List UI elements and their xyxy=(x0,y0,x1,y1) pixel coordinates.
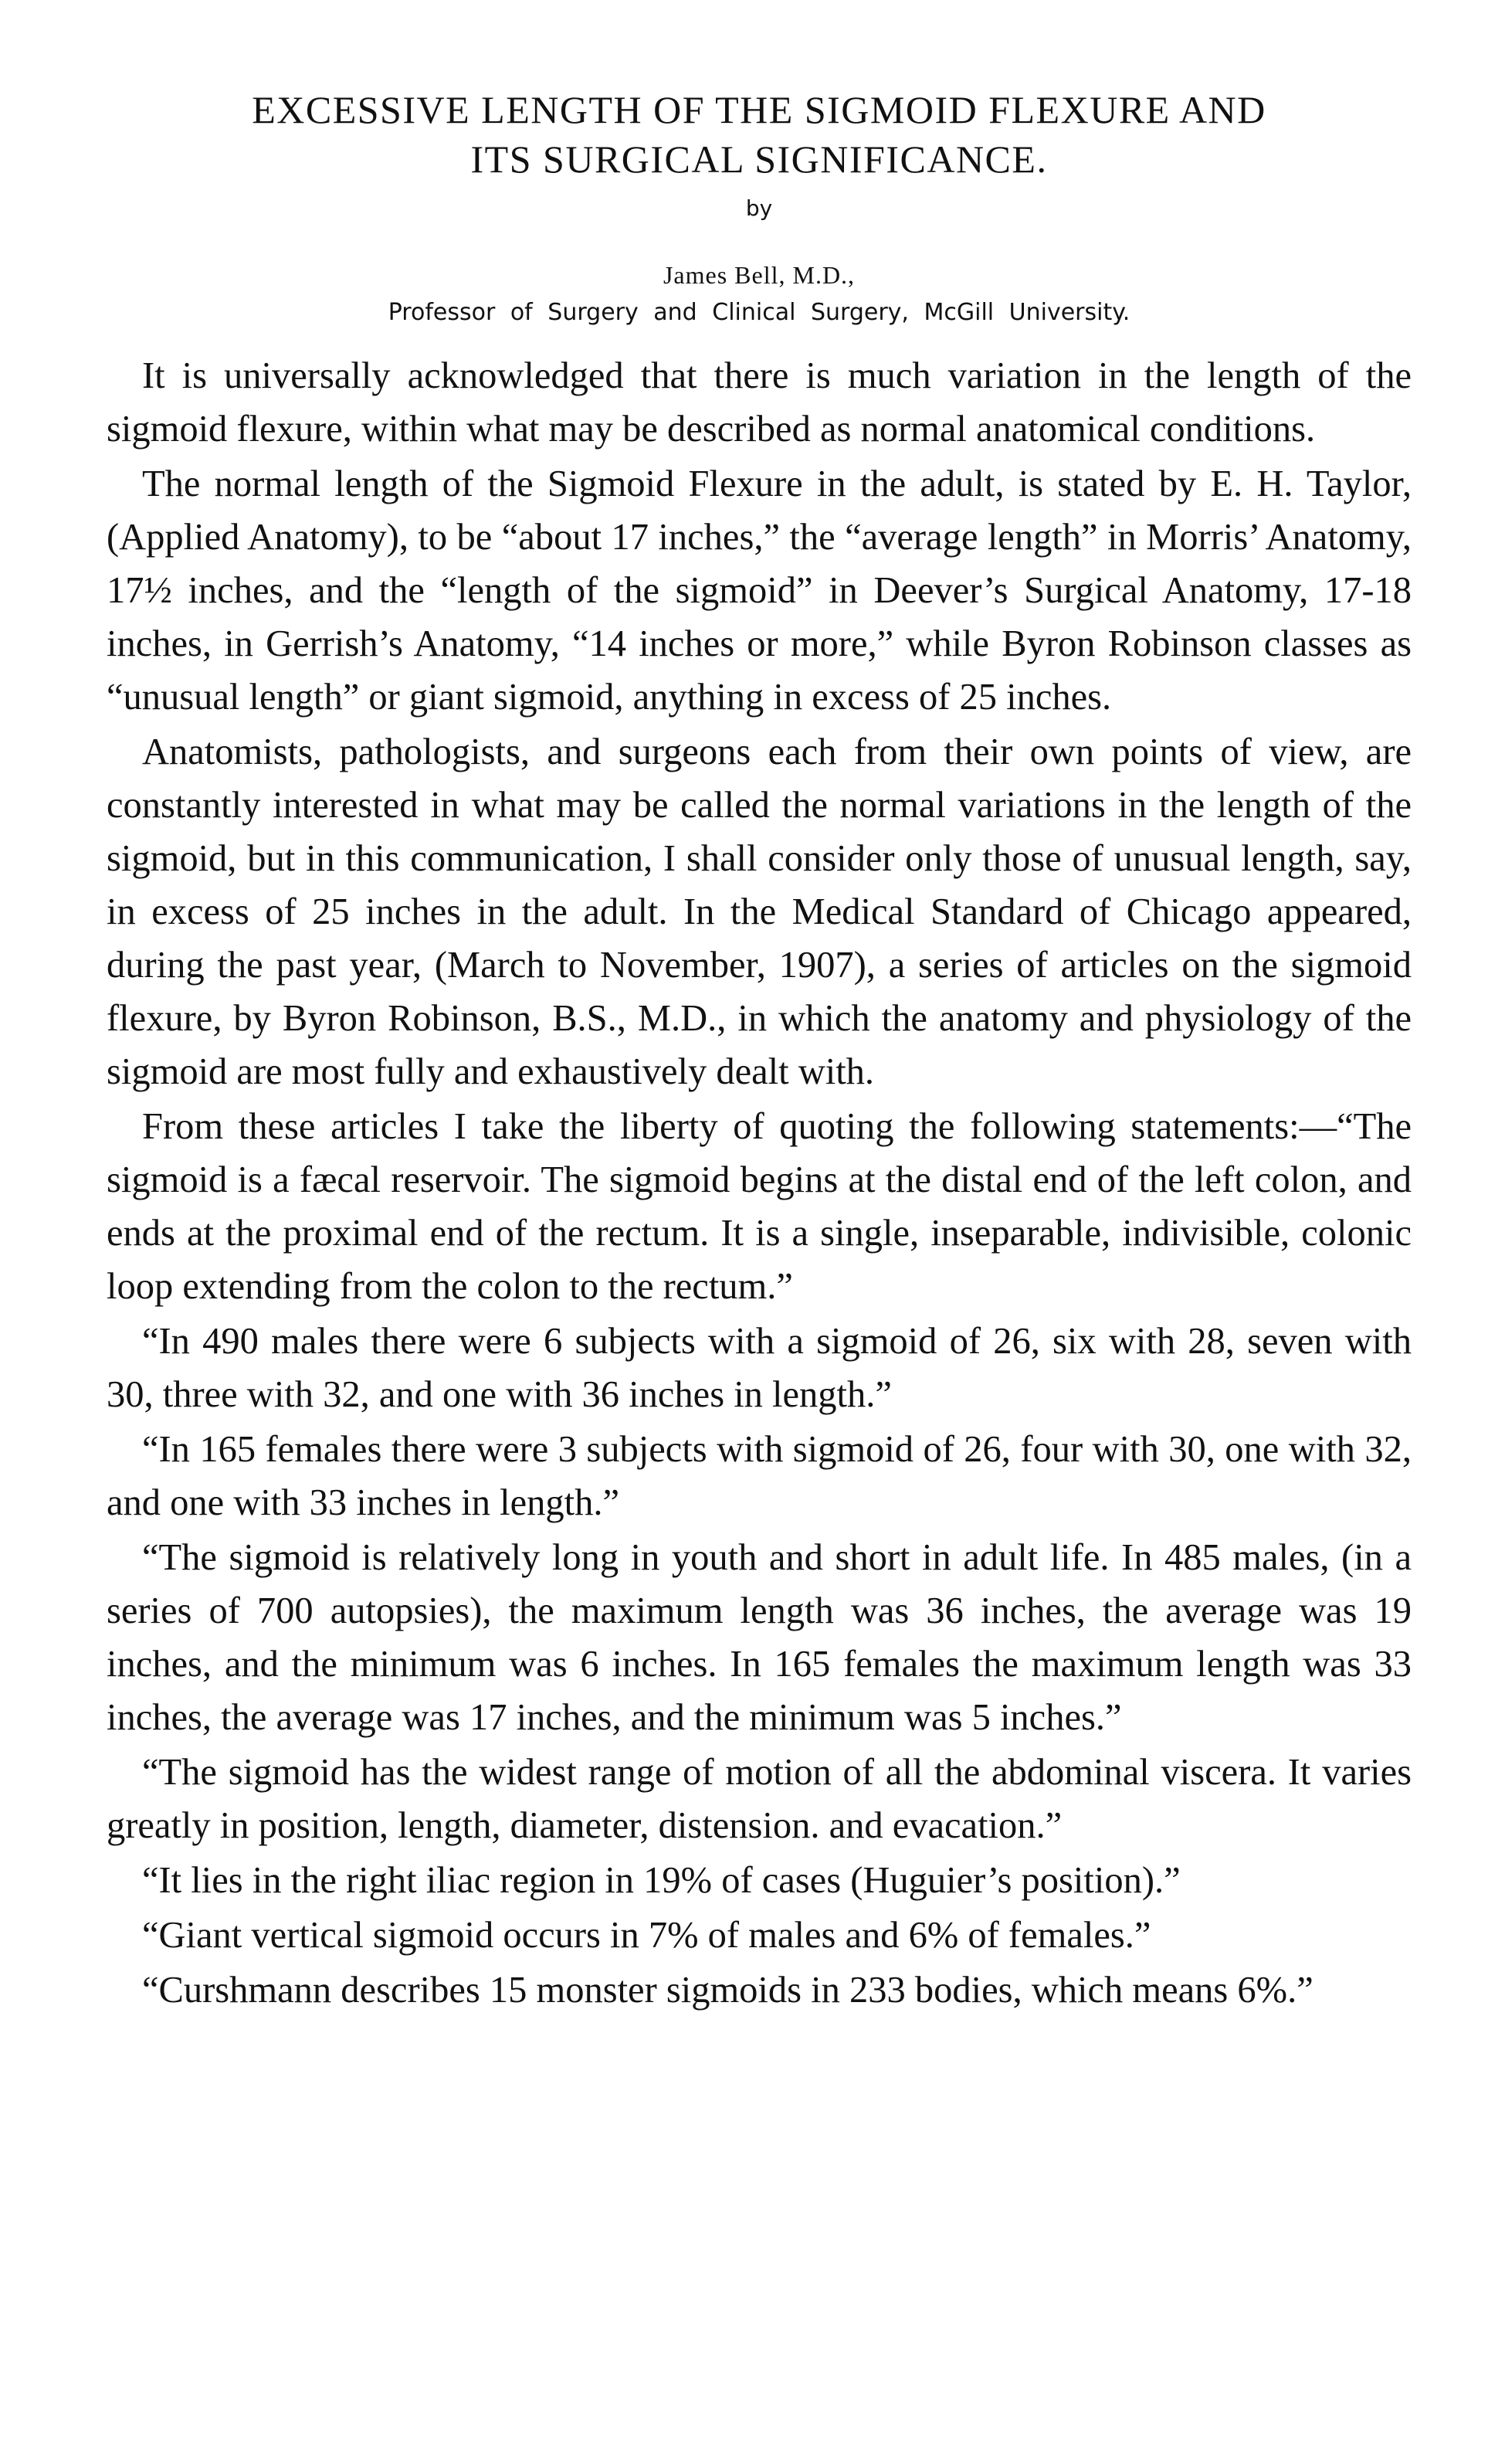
quote-males: “In 490 males there were 6 subjects with a sigmoid of 26, six with 28, seven with 30, three with 32, and one with 36 inches in length.” xyxy=(107,1321,1412,1415)
title-line-1: EXCESSIVE LENGTH OF THE SIGMOID FLEXURE AND xyxy=(252,88,1266,131)
article-body xyxy=(107,349,1412,2017)
quote-females: “In 165 females there were 3 subjects with sigmoid of 26, four with 30, one with 32, and one with 33 inches in length.” xyxy=(107,1429,1412,1523)
quote-giant-vertical: “Giant vertical sigmoid occurs in 7% of males and 6% of females.” xyxy=(142,1915,1151,1956)
author-name: James Bell, M.D., xyxy=(663,261,856,289)
quote-youth: “The sigmoid is relatively long in youth and short in adult life. In 485 males, (in a series of 700 autopsies), the maximum length was 36 inches, the average was 19 inches, and the minimum was 6 inches. In 165 females the maximum length was 33 inches, the average was 17 inches, and the minimum was 5 inches.” xyxy=(107,1537,1412,1738)
byline: by xyxy=(745,195,773,221)
quote-iliac: “It lies in the right iliac region in 19% of cases (Huguier’s position).” xyxy=(142,1860,1181,1901)
paragraph-quoting: From these articles I take the liberty of quoting the following statements:—“The sigmoid is a fæcal reservoir. The sigmoid begins at the distal end of the left colon, and ends at the proximal end of the rectum. It is a single, inseparable, indivisible, colonic loop extending from the colon to the rectum.” xyxy=(107,1106,1412,1307)
author-affiliation: Professor of Surgery and Clinical Surgery, McGill University. xyxy=(388,299,1130,326)
article-page xyxy=(107,85,1412,2018)
paragraph-normal-length: The normal length of the Sigmoid Flexure in the adult, is stated by E. H. Taylor, (Applied Anatomy), to be “about 17 inches,” the “average length” in Morris’ Anatomy, 17½ inches, and the “length of the sigmoid” in Deever’s Surgical Anatomy, 17-18 inches, in Gerrish’s Anatomy, “14 inches or more,” while Byron Robinson classes as “unusual length” or giant sigmoid, anything in excess of 25 inches. xyxy=(107,463,1412,718)
quote-curshmann: “Curshmann describes 15 monster sigmoids in 233 bodies, which means 6%.” xyxy=(142,1970,1313,2011)
article-title xyxy=(107,85,1412,184)
quote-motion: “The sigmoid has the widest range of motion of all the abdominal viscera. It varies greatly in position, length, diameter, distension. and evacation.” xyxy=(107,1752,1412,1846)
title-line-2: ITS SURGICAL SIGNIFICANCE. xyxy=(470,137,1048,181)
paragraph-anatomists: Anatomists, pathologists, and surgeons each from their own points of view, are constantly interested in what may be called the normal variations in the length of the sigmoid, but in this communication, I shall consider only those of unusual length, say, in excess of 25 inches in the adult. In the Medical Standard of Chicago appeared, during the past year, (March to November, 1907), a series of articles on the sigmoid flexure, by Byron Robinson, B.S., M.D., in which the anatomy and physiology of the sigmoid are most fully and exhaustively dealt with. xyxy=(107,731,1412,1092)
paragraph-intro: It is universally acknowledged that there is much variation in the length of the sigmoid flexure, within what may be described as normal anatomical conditions. xyxy=(107,355,1412,450)
